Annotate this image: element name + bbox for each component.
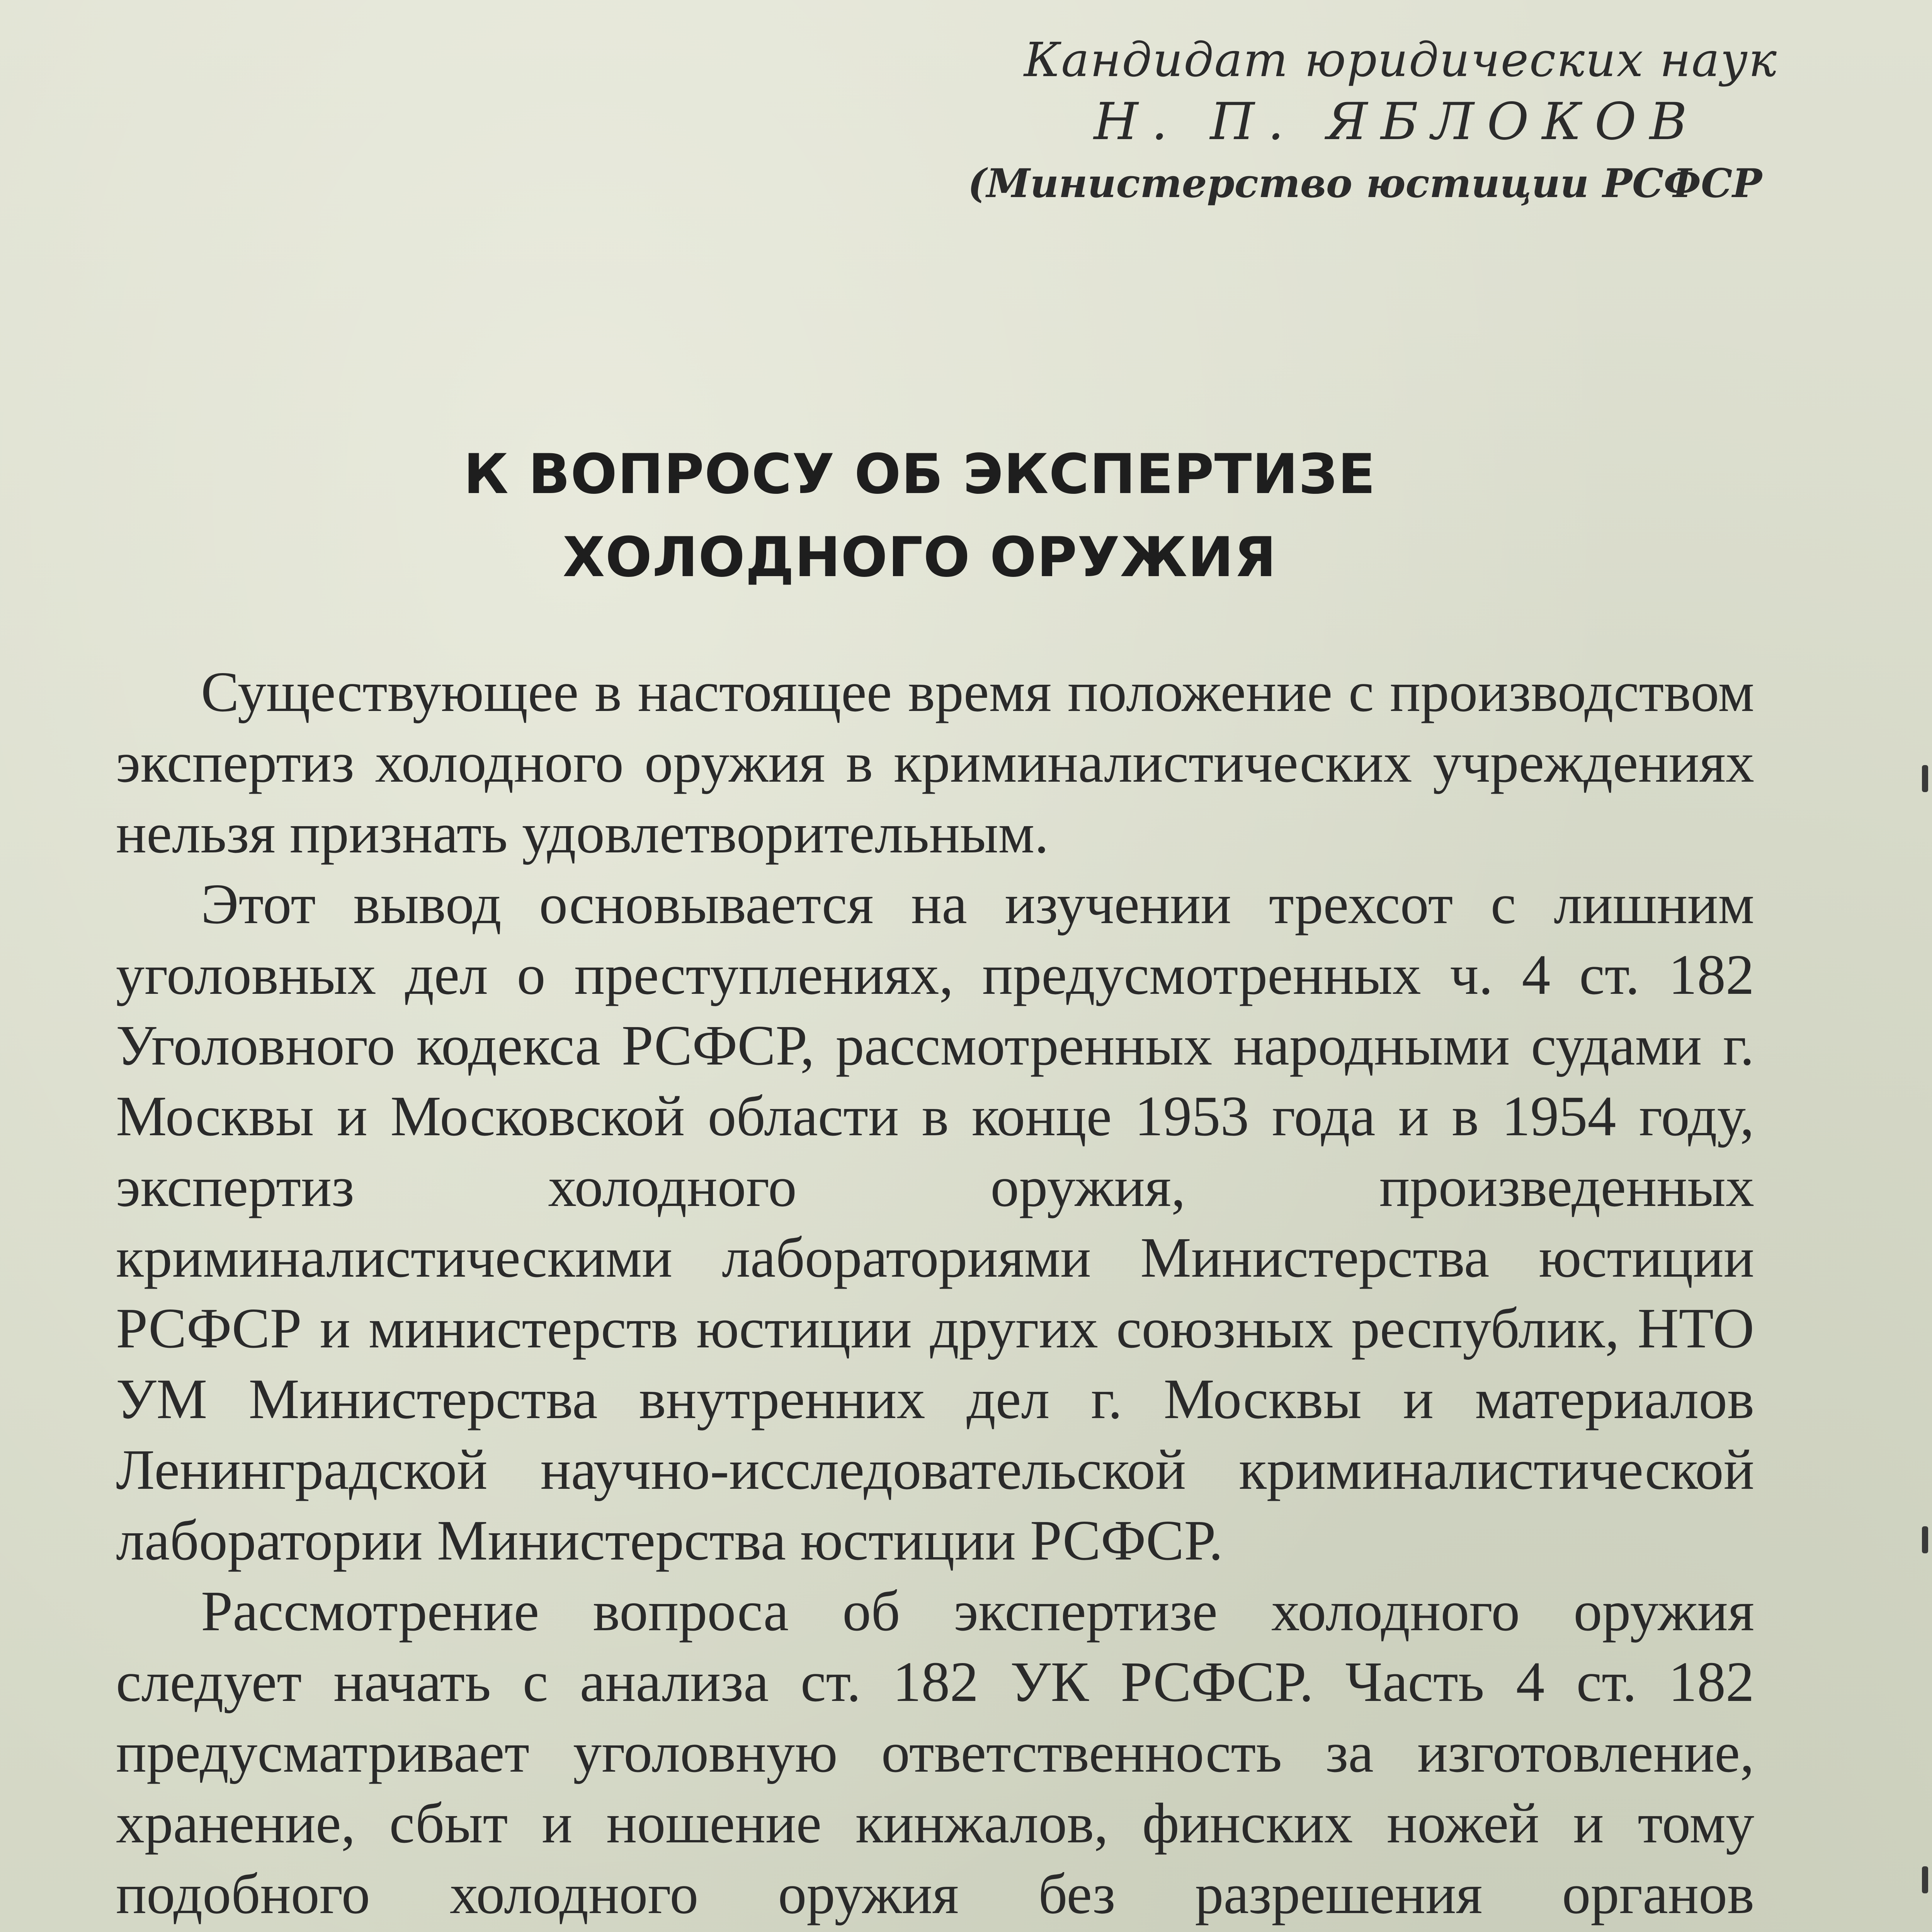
article-title [0, 433, 1839, 599]
paragraph-1: Существующее в настоящее время положение с производством экспертиз холодного оружия в криминалистических учреждениях нельзя признать удовлетворительным. [116, 660, 1754, 865]
page-edge-mark [1922, 1866, 1928, 1893]
title-line-1: К ВОПРОСУ ОБ ЭКСПЕРТИЗЕ [463, 442, 1376, 506]
author-affiliation: (Министерство юстиции РСФСР [968, 160, 1762, 207]
paragraph-3: Рассмотрение вопроса об экспертизе холодного оружия следует начать с анализа ст. 182 УК РСФСР. Часть 4 ст. 182 предусматривает уголовную ответственность за изготовление, хранение, сбыт и ношение кинжалов, финских ножей и тому подобного холодного оружия без разрешения органов [116, 1580, 1754, 1926]
author-block [850, 31, 1777, 213]
page-edge-mark [1922, 1526, 1928, 1553]
paragraph-2: Этот вывод основывается на изучении трехсот с лишним уголовных дел о преступлениях, предусмотренных ч. 4 ст. 182 Уголовного кодекса РСФСР, рассмотренных народными судами г. Москвы и Московской области в конце 1953 года и в 1954 году, экспертиз холодного оружия, произведенных криминалистическими лабораториями Министерства юстиции РСФСР и министерств юстиции других союзных республик, НТО УМ Министерства внутренних дел г. Москвы и материалов Ленинградской научно-исследовательской криминалистической лаборатории Министерства юстиции РСФСР. [116, 872, 1754, 1572]
page-edge-mark [1922, 765, 1928, 792]
author-degree: Кандидат юридических наук [1024, 32, 1777, 87]
author-name: Н. П. ЯБЛОКОВ [1094, 92, 1700, 151]
title-line-2: ХОЛОДНОГО ОРУЖИЯ [563, 526, 1277, 589]
article-body [116, 657, 1754, 1932]
